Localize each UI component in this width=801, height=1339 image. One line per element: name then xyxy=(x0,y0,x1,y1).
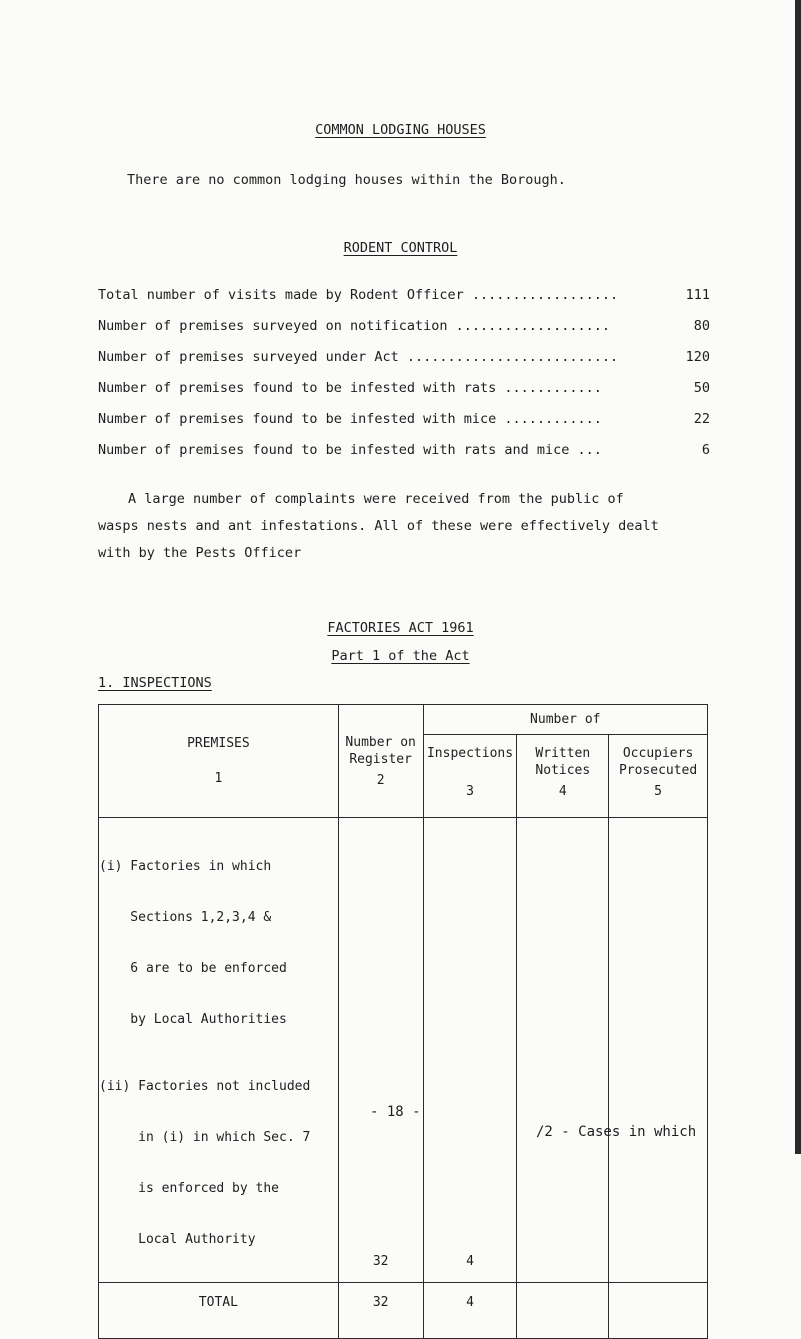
stat-label: Number of premises surveyed under Act .......................... xyxy=(98,349,619,365)
stat-value: 120 xyxy=(685,349,710,365)
page-number: - 18 - xyxy=(370,1104,421,1120)
inspections-table xyxy=(98,704,708,1339)
factories-part-subheading: Part 1 of the Act xyxy=(331,648,470,664)
written-notices-cell xyxy=(517,818,609,1283)
premises-cell xyxy=(99,818,339,1283)
total-occupiers-prosecuted xyxy=(609,1283,708,1339)
header-register-label-1: Number on xyxy=(345,734,416,750)
header-premises-number: 1 xyxy=(214,771,223,786)
factories-act-heading: FACTORIES ACT 1961 xyxy=(327,620,474,636)
stat-value: 50 xyxy=(693,380,710,396)
register-cell: 32 xyxy=(338,818,423,1283)
header-premises-label: PREMISES xyxy=(187,736,250,751)
table-row-total xyxy=(99,1283,708,1339)
header-number-of: Number of xyxy=(423,705,707,735)
occupiers-prosecuted-cell xyxy=(609,818,708,1283)
rodent-stat-row xyxy=(98,287,710,307)
stat-label: Number of premises found to be infested with mice ............ xyxy=(98,411,602,427)
header-register-label-2: Register xyxy=(349,751,412,767)
rodent-stat-row xyxy=(98,380,710,400)
row-i-line: (i) Factories in which xyxy=(99,859,272,874)
rodent-stat-row xyxy=(98,349,710,369)
rodent-stat-row xyxy=(98,442,710,462)
header-occupiers-label-1: Occupiers xyxy=(622,746,694,761)
header-occupiers-prosecuted xyxy=(609,735,708,818)
header-premises xyxy=(99,705,339,818)
inspections-section-heading: 1. INSPECTIONS xyxy=(98,675,212,691)
rodent-paragraph-line: A large number of complaints were received from the public of xyxy=(128,491,624,507)
stat-value: 80 xyxy=(693,318,710,334)
row-i-line: by Local Authorities xyxy=(99,1012,287,1027)
row-ii-line: is enforced by the xyxy=(99,1181,280,1196)
common-lodging-heading: COMMON LODGING HOUSES xyxy=(315,122,486,138)
header-written-number: 4 xyxy=(558,784,567,799)
continuation-note: /2 - Cases in which xyxy=(536,1124,697,1140)
header-inspections xyxy=(423,735,517,818)
row-ii-line: Local Authority xyxy=(99,1232,256,1247)
stat-label: Total number of visits made by Rodent Officer .................. xyxy=(98,287,619,303)
total-label: TOTAL xyxy=(99,1283,339,1339)
header-register-number: 2 xyxy=(376,772,385,788)
rodent-paragraph-line: with by the Pests Officer xyxy=(98,545,302,561)
row-ii-line: in (i) in which Sec. 7 xyxy=(99,1130,311,1145)
rodent-stat-row xyxy=(98,411,710,431)
stat-label: Number of premises surveyed on notification ................... xyxy=(98,318,611,334)
header-inspections-number: 3 xyxy=(466,784,474,799)
header-occupiers-label-2: Prosecuted xyxy=(618,763,698,778)
header-inspections-label: Inspections xyxy=(426,746,514,761)
total-written-notices xyxy=(517,1283,609,1339)
row-i-line: Sections 1,2,3,4 & xyxy=(99,910,272,925)
rodent-control-heading: RODENT CONTROL xyxy=(343,240,458,256)
total-register: 32 xyxy=(338,1283,423,1339)
rodent-stat-row xyxy=(98,318,710,338)
stat-value: 6 xyxy=(701,442,710,458)
header-register xyxy=(338,705,423,818)
rodent-paragraph-line: wasps nests and ant infestations. All of these were effectively dealt xyxy=(98,518,659,534)
stat-value: 22 xyxy=(693,411,710,427)
stat-value: 111 xyxy=(685,287,710,303)
stat-label: Number of premises found to be infested with rats ............ xyxy=(98,380,602,396)
total-inspections: 4 xyxy=(423,1283,517,1339)
scan-edge xyxy=(795,0,801,1154)
row-ii-line: (ii) Factories not included xyxy=(99,1079,311,1094)
stat-label: Number of premises found to be infested with rats and mice ... xyxy=(98,442,602,458)
header-written-label-2: Notices xyxy=(535,763,591,778)
header-written-notices xyxy=(517,735,609,818)
row-i-line: 6 are to be enforced xyxy=(99,961,287,976)
table-row-factories xyxy=(99,818,708,1283)
inspections-cell: 4 xyxy=(423,818,517,1283)
common-lodging-text: There are no common lodging houses within the Borough. xyxy=(127,172,566,188)
header-occupiers-number: 5 xyxy=(654,784,662,799)
header-written-label-1: Written xyxy=(535,746,591,761)
